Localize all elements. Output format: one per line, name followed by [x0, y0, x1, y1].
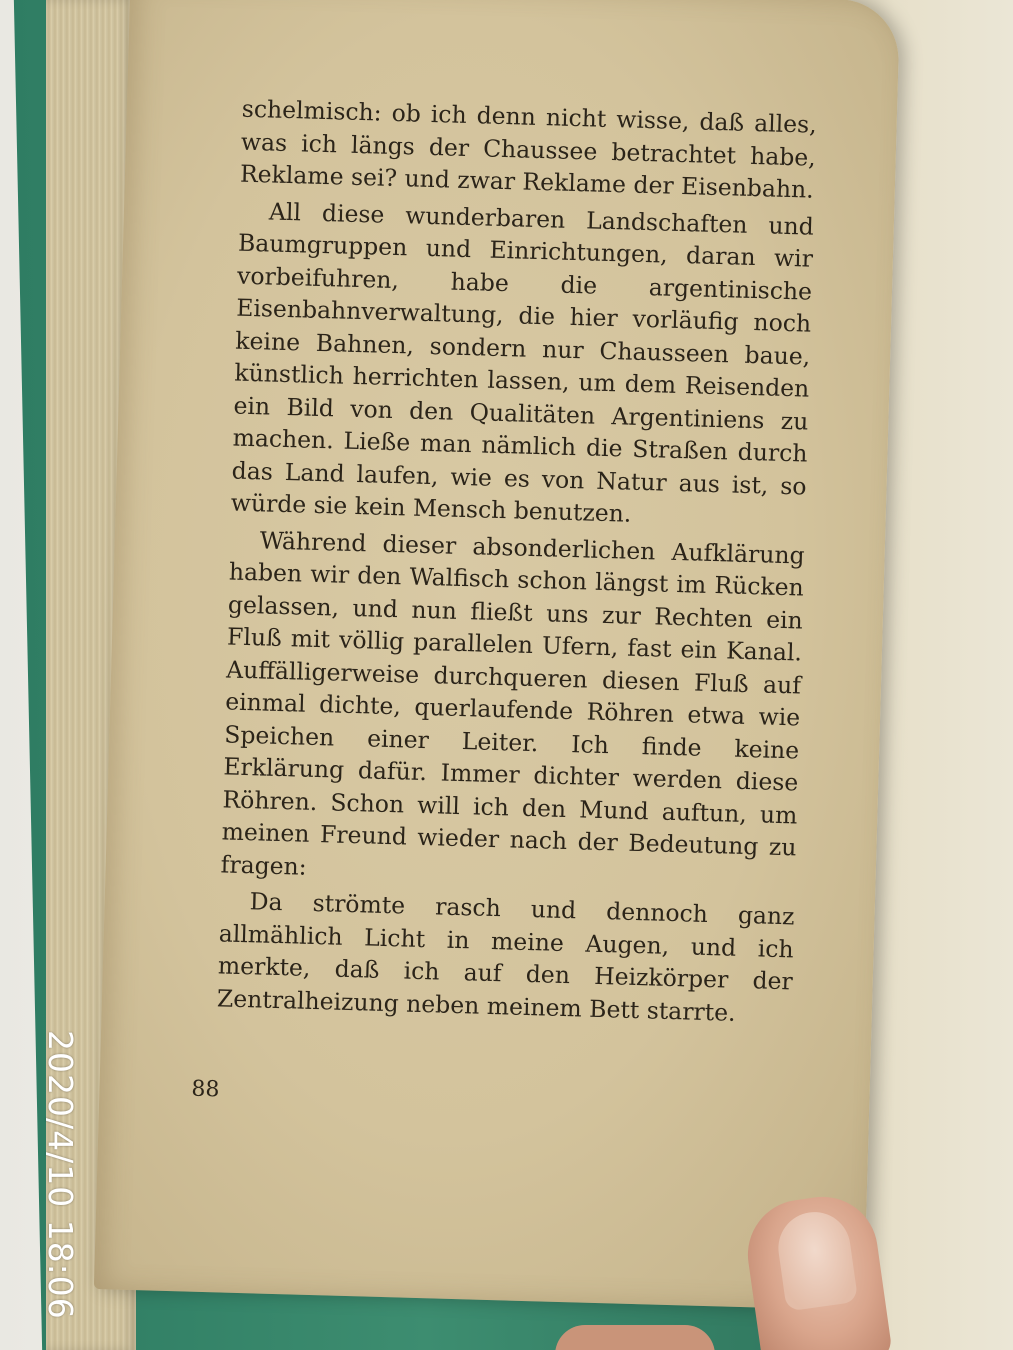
- paragraph-2: All diese wunderbaren Landschaften und Baumgruppen und Einrichtungen, daran wir vorbeifuhren, habe die argentinische Eisenbahnverwaltung, die hier vorläufig noch keine Bahnen, sondern nur Chausseen baue, künstlich herrichten lassen, um dem Reisenden ein Bild von den Qualitäten Argentiniens zu machen. Ließe man nämlich die Straßen durch das Land laufen, wie es von Natur aus ist, so würde sie kein Mensch benutzen.: [230, 196, 815, 528]
- page-number: 88: [191, 1076, 220, 1103]
- paragraph-1: schelmisch: ob ich denn nicht wisse, daß alles, was ich längs der Chaussee betrachtet habe, Reklame sei? und zwar Reklame der Eisenbahn.: [239, 94, 818, 204]
- finger: [555, 1325, 715, 1350]
- paragraph-3: Während dieser absonderlichen Aufklärung haben wir den Walfisch schon längst im Rücken gelassen, und nun fließt uns zur Rechten ein Fluß mit völlig parallelen Ufern, fast ein Kanal. Auffälligerweise durchqueren diesen Fluß auf einmal dichte, querlaufende Röhren etwa wie Speichen einer Leiter. Ich finde keine Erklärung dafür. Immer dichter werden diese Röhren. Schon will ich den Mund auftun, um meinen Freund wieder nach der Bedeutung zu fragen:: [220, 525, 806, 881]
- paragraph-4: Da strömte rasch und dennoch ganz allmählich Licht in meine Augen, und ich merkte, daß ich auf den Heizkörper der Zentralheizung neben meinem Bett starrte.: [216, 887, 795, 1027]
- timestamp-overlay: 2020/4/10 18:06: [41, 1030, 80, 1320]
- page-text: [216, 93, 817, 1035]
- book-page: [94, 0, 900, 1310]
